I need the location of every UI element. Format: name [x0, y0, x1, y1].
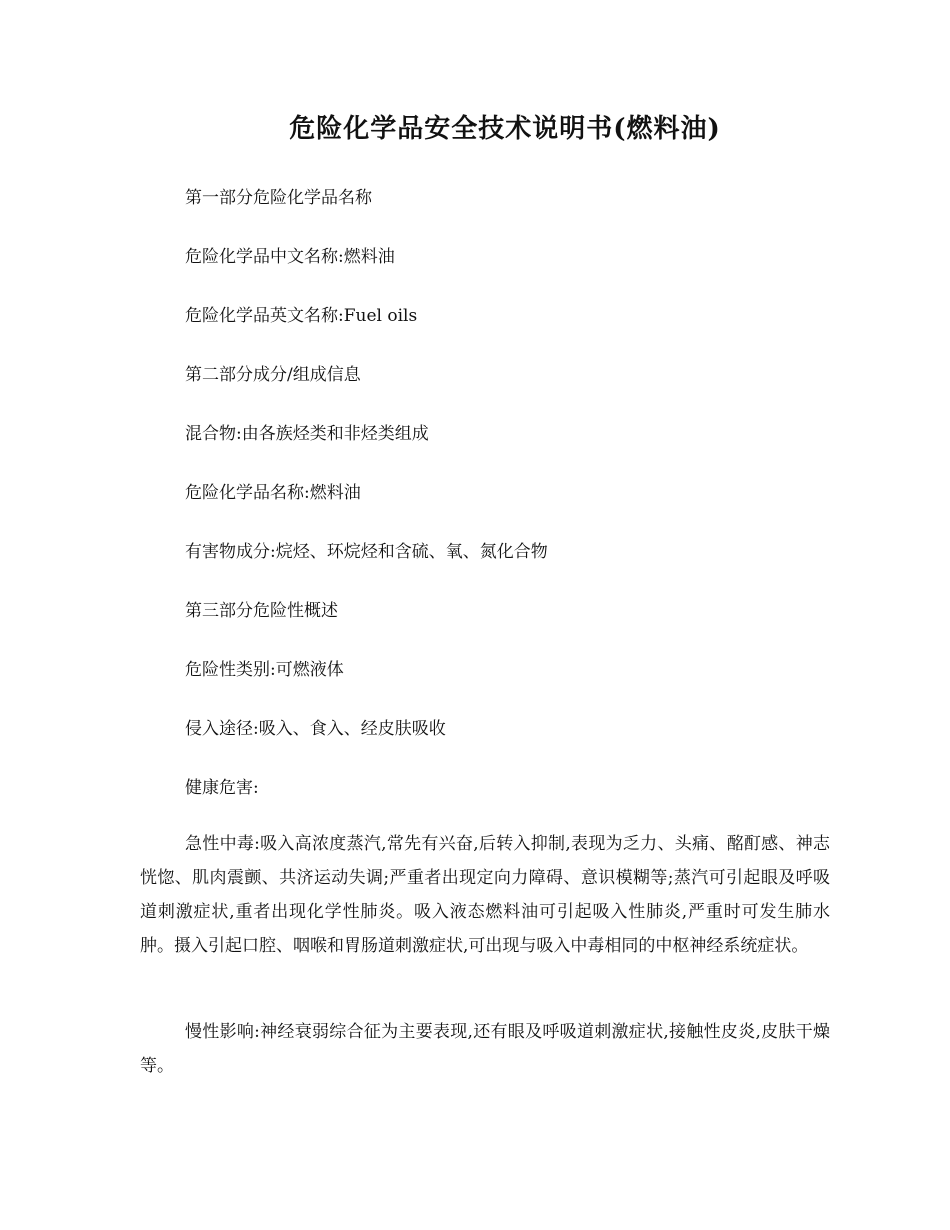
section-heading-3: 第三部分危险性概述: [185, 601, 338, 621]
text-line: 健康危害:: [185, 778, 259, 798]
section-heading-2: 第二部分成分/组成信息: [185, 365, 361, 385]
paragraph-acute-poisoning: 急性中毒:吸入高浓度蒸汽,常先有兴奋,后转入抑制,表现为乏力、头痛、酩酊感、神志恍惚、肌肉震颤、共济运动失调;严重者出现定向力障碍、意识模糊等;蒸汽可引起眼及呼吸道刺激症状,重者出现化学性肺炎。吸入液态燃料油可引起吸入性肺炎,严重时可发生肺水肿。摄入引起口腔、咽喉和胃肠道刺激症状,可出现与吸入中毒相同的中枢神经系统症状。: [140, 834, 830, 956]
document-title: 危险化学品安全技术说明书(燃料油): [289, 114, 721, 144]
section-heading-1: 第一部分危险化学品名称: [185, 188, 372, 208]
text-line: 侵入途径:吸入、食入、经皮肤吸收: [185, 719, 446, 739]
text-line: 有害物成分:烷烃、环烷烃和含硫、氧、氮化合物: [185, 542, 548, 562]
text-line: 危险化学品英文名称:Fuel oils: [185, 306, 418, 326]
text-line: 危险化学品名称:燃料油: [185, 483, 361, 503]
text-line: 混合物:由各族烃类和非烃类组成: [185, 424, 429, 444]
paragraph-chronic-effects: 慢性影响:神经衰弱综合征为主要表现,还有眼及呼吸道刺激症状,接触性皮炎,皮肤干燥等。: [140, 1022, 830, 1076]
text-line: 危险化学品中文名称:燃料油: [185, 247, 395, 267]
text-line: 危险性类别:可燃液体: [185, 660, 344, 680]
